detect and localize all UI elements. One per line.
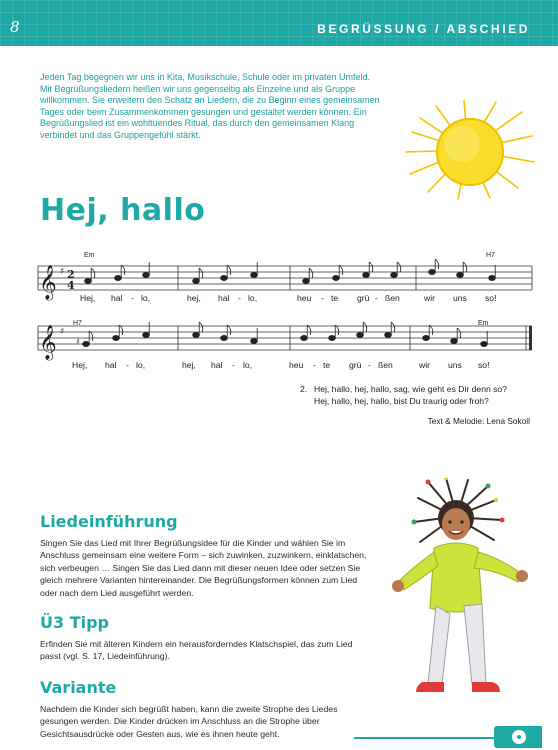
- svg-text:♯: ♯: [76, 337, 80, 346]
- lyric-syllable: ßen: [378, 360, 393, 370]
- lyric-syllable: -: [126, 360, 129, 370]
- verse-line: Hej, hallo, hej, hallo, bist Du traurig oder froh?: [314, 396, 489, 406]
- lyric-syllable: -: [375, 293, 378, 303]
- header-bar: [0, 0, 558, 46]
- lyric-syllable: lo,: [141, 293, 151, 303]
- lyric-syllable: -: [232, 360, 235, 370]
- lyric-syllable: hej,: [182, 360, 196, 370]
- svg-text:♯: ♯: [60, 267, 65, 277]
- verse-line: Hej, hallo, hej, hallo, sag, wie geht es Dir denn so?: [314, 384, 507, 394]
- chord-label: Em: [84, 252, 95, 259]
- sun-illustration: [398, 100, 538, 200]
- lyric-syllable: so!: [478, 360, 490, 370]
- lyric-syllable: heu: [289, 360, 304, 370]
- section-text-tipp: Erfinden Sie mit älteren Kindern ein herausforderndes Klatschspiel, das zum Lied passt (vgl. S. 17, Liedeinführung).: [40, 639, 353, 662]
- lyric-syllable: -: [321, 293, 324, 303]
- svg-text:𝄞: 𝄞: [39, 325, 57, 360]
- lyric-syllable: lo,: [248, 293, 258, 303]
- child-illustration: [384, 478, 534, 710]
- lyric-syllable: hej,: [187, 293, 201, 303]
- lyric-syllable: wir: [424, 293, 435, 303]
- lyric-syllable: uns: [448, 360, 462, 370]
- section-heading-tipp: Ü3 Tipp: [40, 613, 109, 632]
- intro-paragraph: Jeden Tag begegnen wir uns in Kita, Musikschule, Schule oder im privaten Umfeld. Mit Begrüßungsliedern heißen wir uns gegenseitig als Einzelne und als Gruppe willkommen. Sie erweitern den Schatz an Liedern, die zu Beginn eines gemeinsamen Tages oder beim Zusammenkommen gesungen und gestaltet werden können. Ein Begrüßungslied ist ein wohltuendes Ritual, das durch den gemeinsamen Klang verbindet und das Gruppengefühl stärkt.: [40, 72, 380, 140]
- lyric-syllable: -: [131, 293, 134, 303]
- lyric-syllable: wir: [419, 360, 430, 370]
- lyric-syllable: -: [368, 360, 371, 370]
- svg-text:4: 4: [67, 279, 75, 292]
- lyric-syllable: Hej,: [80, 293, 96, 303]
- svg-text:𝄞: 𝄞: [39, 265, 57, 300]
- svg-text:2: 2: [67, 268, 75, 281]
- verse-number: 2.: [300, 384, 308, 394]
- lyric-syllable: so!: [485, 293, 497, 303]
- page-number: 8: [10, 18, 20, 36]
- music-notation: [36, 248, 536, 376]
- section-heading-liedeinfuehrung: Liedeinführung: [40, 512, 178, 531]
- lyric-syllable: hal: [211, 360, 223, 370]
- lyric-syllable: -: [238, 293, 241, 303]
- song-credit: Text & Melodie: Lena Sokoll: [427, 416, 530, 426]
- lyric-syllable: ßen: [385, 293, 400, 303]
- song-title: Hej, hallo: [40, 193, 206, 228]
- lyric-syllable: te: [331, 293, 339, 303]
- lyric-syllable: heu: [297, 293, 312, 303]
- lyric-syllable: lo,: [136, 360, 146, 370]
- lyric-syllable: hal: [105, 360, 117, 370]
- lyric-syllable: hal: [111, 293, 123, 303]
- section-heading-variante: Variante: [40, 678, 117, 697]
- lyric-syllable: lo,: [243, 360, 253, 370]
- lyric-syllable: grü: [349, 360, 362, 370]
- cd-icon: [510, 728, 528, 746]
- lyric-syllable: uns: [453, 293, 467, 303]
- chord-label: H7: [73, 320, 82, 327]
- chord-label: Em: [478, 320, 489, 327]
- svg-text:♯: ♯: [60, 327, 65, 337]
- section-title: BEGRÜSSUNG / ABSCHIED: [317, 22, 530, 36]
- lyric-syllable: -: [313, 360, 316, 370]
- section-text-variante: Nachdem die Kinder sich begrüßt haben, kann die zweite Strophe des Liedes gesungen werden. Die Kinder drücken im Anschluss an die Strophe über Gesichtsausdrücke oder Gesten aus, wie es ihnen heute geht.: [40, 704, 338, 739]
- footer-line: [354, 737, 494, 739]
- lyric-syllable: Hej,: [72, 360, 88, 370]
- lyric-syllable: te: [323, 360, 331, 370]
- lyric-syllable: hal: [218, 293, 230, 303]
- chord-label: H7: [486, 252, 495, 259]
- section-text-liedeinfuehrung: Singen Sie das Lied mit Ihrer Begrüßungsidee für die Kinder und wählen Sie im Anschluss gemeinsam eine weitere Form – sich zuwinken, zuzwinkern, einklatschen, sich verbeugen … Singen Sie das Lied dann mit dieser neuen Idee oder setzen Sie gleich mehrere Varianten hintereinander. Die Begrüßungsformen können zum Lied oder nach dem Lied ausgeführt werden.: [40, 538, 367, 598]
- lyric-syllable: grü: [357, 293, 370, 303]
